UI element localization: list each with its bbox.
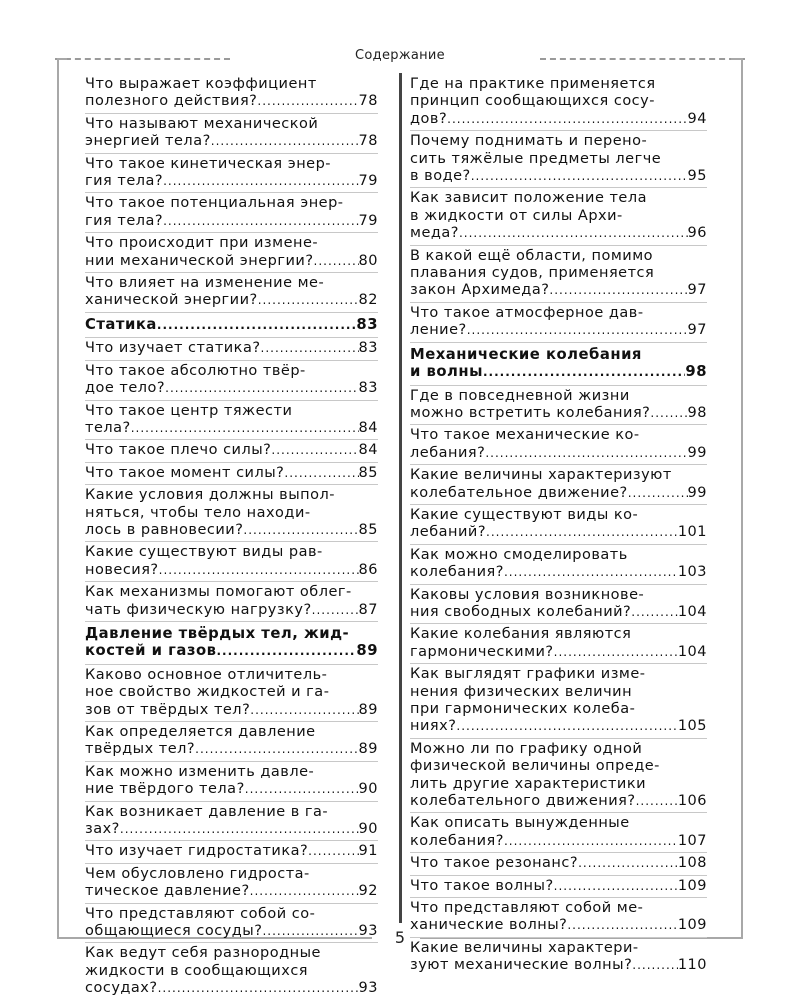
toc-entry-text: Какие существуют виды ко- bbox=[410, 506, 639, 523]
toc-entry[interactable] bbox=[410, 585, 707, 625]
dot-leader bbox=[284, 465, 358, 482]
toc-entry-text: В какой ещё области, помимо bbox=[410, 247, 654, 264]
dot-leader bbox=[258, 292, 359, 309]
column-divider bbox=[399, 73, 402, 923]
frame-corner-top-left bbox=[57, 58, 67, 60]
page-header bbox=[55, 48, 745, 68]
toc-entry-text: ние твёрдого тела? bbox=[85, 781, 245, 798]
toc-entry-text: ное свойство жидкостей и га- bbox=[85, 684, 330, 701]
toc-entry[interactable] bbox=[85, 233, 378, 273]
toc-column-left bbox=[85, 74, 378, 1000]
dot-leader bbox=[483, 364, 685, 381]
toc-page-number: 83 bbox=[356, 315, 378, 333]
toc-entry[interactable] bbox=[410, 246, 707, 303]
toc-page-number: 104 bbox=[677, 603, 707, 620]
toc-entry-text: лебания? bbox=[410, 444, 486, 461]
toc-page-number: 78 bbox=[358, 133, 378, 150]
toc-entry-text: Что такое плечо силы? bbox=[85, 442, 272, 459]
toc-page-number: 78 bbox=[358, 93, 378, 110]
toc-entry[interactable] bbox=[85, 762, 378, 802]
toc-page-number: 79 bbox=[358, 173, 378, 190]
toc-entry-text: Как можно смоделировать bbox=[410, 546, 628, 563]
toc-entry-text: Что такое механические ко- bbox=[410, 427, 640, 444]
dot-leader bbox=[261, 340, 359, 357]
dot-leader bbox=[632, 957, 678, 974]
toc-entry-text: закон Архимеда? bbox=[410, 282, 550, 299]
dot-leader bbox=[250, 883, 359, 900]
dot-leader bbox=[636, 793, 678, 810]
toc-entry-text: плавания судов, применяется bbox=[410, 265, 655, 282]
dot-leader bbox=[504, 833, 678, 850]
toc-page-number: 83 bbox=[358, 380, 378, 397]
toc-page-number: 93 bbox=[358, 923, 378, 940]
page-title: Содержание bbox=[355, 48, 445, 63]
toc-entry-text: тическое давление? bbox=[85, 883, 250, 900]
dot-leader bbox=[163, 173, 358, 190]
dot-leader bbox=[447, 111, 687, 128]
toc-entry[interactable] bbox=[85, 542, 378, 582]
toc-entry-text: гармоническими? bbox=[410, 643, 554, 660]
toc-page-number: 84 bbox=[358, 442, 378, 459]
dot-leader bbox=[158, 980, 359, 997]
toc-entry[interactable] bbox=[410, 465, 707, 505]
toc-entry-text: общающиеся сосуды? bbox=[85, 923, 263, 940]
toc-page-number: 85 bbox=[358, 521, 378, 538]
toc-entry[interactable] bbox=[410, 505, 707, 545]
toc-entry-text: костей и газов bbox=[85, 642, 217, 660]
toc-page-number: 82 bbox=[358, 292, 378, 309]
toc-entry-text: Можно ли по графику одной bbox=[410, 740, 643, 757]
toc-entry-text: Какие величины характери- bbox=[410, 939, 639, 956]
toc-entry-text: Как можно изменить давле- bbox=[85, 763, 315, 780]
toc-entry-text: ниях? bbox=[410, 718, 457, 735]
toc-entry-text: дое тело? bbox=[85, 380, 166, 397]
toc-entry-text: энергией тела? bbox=[85, 133, 211, 150]
toc-entry[interactable] bbox=[85, 665, 378, 722]
dot-leader bbox=[250, 702, 358, 719]
dot-leader bbox=[165, 380, 358, 397]
toc-entry-text: Какие величины характеризуют bbox=[410, 467, 672, 484]
toc-entry-text: Что называют механической bbox=[85, 115, 319, 132]
toc-entry-text: чать физическую нагрузку? bbox=[85, 601, 312, 618]
toc-entry[interactable] bbox=[410, 303, 707, 343]
toc-entry-text: Чем обусловлено гидроста- bbox=[85, 865, 310, 882]
toc-entry-text: Как описать вынужденные bbox=[410, 815, 630, 832]
toc-entry-text: гия тела? bbox=[85, 173, 164, 190]
toc-entry[interactable] bbox=[85, 943, 378, 999]
toc-page-number: 97 bbox=[687, 322, 707, 339]
toc-entry-text: Почему поднимать и перено- bbox=[410, 133, 648, 150]
toc-entry[interactable] bbox=[85, 582, 378, 622]
dot-leader bbox=[195, 741, 358, 758]
toc-column-right bbox=[410, 74, 707, 977]
toc-page-number: 110 bbox=[677, 957, 707, 974]
toc-entry-text: Что такое потенциальная энер- bbox=[85, 195, 344, 212]
toc-entry[interactable] bbox=[410, 74, 707, 131]
toc-section-heading[interactable] bbox=[85, 622, 378, 665]
toc-entry-text: можно встретить колебания? bbox=[410, 404, 651, 421]
toc-page-number: 104 bbox=[677, 643, 707, 660]
toc-entry[interactable] bbox=[410, 853, 707, 875]
dot-leader bbox=[650, 405, 687, 422]
toc-entry[interactable] bbox=[85, 401, 378, 441]
toc-entry[interactable] bbox=[85, 193, 378, 233]
toc-entry-text: Где в повседневной жизни bbox=[410, 387, 630, 404]
toc-page-number: 95 bbox=[687, 168, 707, 185]
toc-page-number: 89 bbox=[356, 642, 378, 660]
toc-page-number: 85 bbox=[358, 464, 378, 481]
dot-leader bbox=[131, 420, 359, 437]
dot-leader bbox=[486, 524, 678, 541]
frame-left bbox=[57, 58, 79, 938]
toc-entry-text: Где на практике применяется bbox=[410, 76, 656, 92]
toc-page-number: 93 bbox=[358, 980, 378, 997]
toc-entry-text: Что изучает статика? bbox=[85, 340, 261, 357]
dot-leader bbox=[578, 855, 678, 872]
toc-entry-text: лить другие характеристики bbox=[410, 775, 647, 792]
toc-entry-text: тела? bbox=[85, 419, 131, 436]
toc-entry-text: Каково основное отличитель- bbox=[85, 666, 328, 683]
toc-entry-text: Что такое центр тяжести bbox=[85, 402, 293, 419]
toc-entry[interactable] bbox=[410, 664, 707, 739]
toc-page-number: 96 bbox=[687, 225, 707, 242]
dot-leader bbox=[312, 602, 359, 619]
toc-page-number: 98 bbox=[687, 404, 707, 421]
dot-leader bbox=[628, 485, 688, 502]
dot-leader bbox=[467, 322, 688, 339]
frame-corner-top-right bbox=[731, 58, 743, 60]
toc-section-heading[interactable] bbox=[410, 343, 707, 386]
toc-entry-text: Механические колебания bbox=[410, 345, 642, 363]
dot-leader bbox=[308, 843, 358, 860]
toc-entry-text: Какие условия должны выпол- bbox=[85, 487, 335, 504]
toc-page-number: 99 bbox=[687, 444, 707, 461]
toc-entry[interactable] bbox=[85, 154, 378, 194]
toc-entry-text: ханической энергии? bbox=[85, 292, 258, 309]
toc-entry-text: Статика bbox=[85, 315, 157, 333]
toc-entry-text: меда? bbox=[410, 225, 459, 242]
dot-leader bbox=[314, 253, 359, 270]
toc-entry-text: Что такое абсолютно твёр- bbox=[85, 362, 306, 379]
toc-entry-text: нения физических величин bbox=[410, 683, 633, 700]
toc-entry-text: Как возникает давление в га- bbox=[85, 803, 329, 820]
dot-leader bbox=[504, 564, 678, 581]
toc-entry-text: Давление твёрдых тел, жид- bbox=[85, 624, 350, 642]
toc-page-number: 94 bbox=[687, 110, 707, 127]
toc-entry[interactable] bbox=[410, 386, 707, 426]
toc-entry-text: лось в равновесии? bbox=[85, 521, 244, 538]
toc-section-heading[interactable] bbox=[85, 313, 378, 338]
toc-page-number: 109 bbox=[677, 877, 707, 894]
dot-leader bbox=[257, 93, 358, 110]
dot-leader bbox=[459, 225, 688, 242]
toc-page-number: 89 bbox=[358, 741, 378, 758]
toc-entry-text: Как выглядят графики изме- bbox=[410, 666, 646, 683]
toc-entry-text: зов от твёрдых тел? bbox=[85, 701, 251, 718]
dot-leader bbox=[245, 781, 359, 798]
toc-entry-text: Как определяется давление bbox=[85, 724, 316, 740]
toc-page-number: 106 bbox=[677, 793, 707, 810]
frame-right bbox=[721, 58, 743, 938]
toc-entry-text: Как механизмы помогают облег- bbox=[85, 584, 352, 601]
dot-leader bbox=[554, 644, 678, 661]
toc-page-number: 90 bbox=[358, 781, 378, 798]
toc-entry[interactable] bbox=[85, 440, 378, 462]
dot-leader bbox=[485, 445, 687, 462]
toc-page-number: 86 bbox=[358, 561, 378, 578]
dot-leader bbox=[163, 213, 358, 230]
dot-leader bbox=[243, 522, 358, 539]
toc-entry-text: колебания? bbox=[410, 564, 504, 581]
toc-entry-text: Что представляют собой ме- bbox=[410, 900, 644, 917]
dot-leader bbox=[120, 821, 359, 838]
toc-entry[interactable] bbox=[85, 74, 378, 114]
toc-page-number: 89 bbox=[358, 701, 378, 718]
toc-entry-text: Какие колебания являются bbox=[410, 626, 632, 643]
toc-entry-text: Что такое волны? bbox=[410, 877, 554, 894]
toc-entry[interactable] bbox=[410, 425, 707, 465]
toc-page-number: 103 bbox=[677, 564, 707, 581]
dot-leader bbox=[471, 168, 688, 185]
toc-entry-text: Что влияет на изменение ме- bbox=[85, 275, 325, 292]
toc-entry-text: зах? bbox=[85, 821, 120, 838]
toc-entry-text: сосудах? bbox=[85, 980, 158, 997]
toc-page-number: 108 bbox=[677, 855, 707, 872]
toc-entry-text: Что такое кинетическая энер- bbox=[85, 155, 332, 172]
toc-entry[interactable] bbox=[85, 722, 378, 762]
toc-page-number: 101 bbox=[677, 524, 707, 541]
toc-entry-text: колебательного движения? bbox=[410, 793, 636, 810]
toc-page-number: 107 bbox=[677, 832, 707, 849]
toc-entry[interactable] bbox=[410, 813, 707, 853]
toc-page-number: 79 bbox=[358, 212, 378, 229]
toc-entry[interactable] bbox=[85, 485, 378, 542]
toc-page-number: 92 bbox=[358, 883, 378, 900]
toc-entry[interactable] bbox=[85, 864, 378, 904]
toc-entry-text: ния свободных колебаний? bbox=[410, 603, 632, 620]
toc-entry-text: Что такое резонанс? bbox=[410, 855, 579, 872]
header-rule-right bbox=[540, 58, 745, 60]
toc-page-number: 91 bbox=[358, 843, 378, 860]
toc-page-number: 98 bbox=[685, 363, 707, 381]
toc-entry-text: при гармонических колеба- bbox=[410, 701, 636, 717]
dot-leader bbox=[554, 878, 678, 895]
dot-leader bbox=[211, 133, 359, 150]
toc-entry-text: Как ведут себя разнородные bbox=[85, 945, 321, 962]
toc-entry-text: в воде? bbox=[410, 168, 471, 185]
toc-entry-text: Что такое момент силы? bbox=[85, 464, 285, 481]
toc-page-number: 83 bbox=[358, 340, 378, 357]
toc-entry-text: Что представляют собой со- bbox=[85, 905, 316, 922]
toc-entry-text: принцип сообщающихся сосу- bbox=[410, 93, 655, 110]
toc-entry-text: гия тела? bbox=[85, 212, 164, 229]
toc-entry-text: в жидкости от силы Архи- bbox=[410, 207, 623, 224]
toc-entry-text: новесия? bbox=[85, 561, 159, 578]
toc-entry-text: колебания? bbox=[410, 832, 504, 849]
toc-entry-text: Что такое атмосферное дав- bbox=[410, 304, 644, 321]
toc-entry[interactable] bbox=[410, 131, 707, 188]
toc-entry[interactable] bbox=[85, 463, 378, 485]
dot-leader bbox=[456, 718, 677, 735]
toc-entry[interactable] bbox=[85, 841, 378, 863]
toc-entry-text: сить тяжёлые предметы легче bbox=[410, 150, 662, 167]
toc-entry[interactable] bbox=[410, 545, 707, 585]
dot-leader bbox=[549, 282, 687, 299]
dot-leader bbox=[159, 562, 359, 579]
toc-entry[interactable] bbox=[85, 802, 378, 842]
toc-entry-text: полезного действия? bbox=[85, 93, 258, 110]
toc-entry-text: ление? bbox=[410, 322, 467, 339]
dot-leader bbox=[631, 604, 678, 621]
toc-entry-text: Какие существуют виды рав- bbox=[85, 544, 323, 561]
dot-leader bbox=[271, 442, 358, 459]
dot-leader bbox=[216, 643, 356, 660]
toc-entry-text: Как зависит положение тела bbox=[410, 190, 647, 207]
toc-entry-text: жидкости в сообщающихся bbox=[85, 962, 309, 979]
toc-entry-text: твёрдых тел? bbox=[85, 741, 196, 758]
toc-entry[interactable] bbox=[85, 114, 378, 154]
toc-entry[interactable] bbox=[410, 188, 707, 245]
toc-page-number: 87 bbox=[358, 601, 378, 618]
toc-page-number: 90 bbox=[358, 821, 378, 838]
toc-entry-text: ханические волны? bbox=[410, 917, 568, 934]
toc-entry-text: Что выражает коэффициент bbox=[85, 76, 317, 92]
toc-page-number: 109 bbox=[677, 917, 707, 934]
toc-entry[interactable] bbox=[85, 361, 378, 401]
toc-entry-text: Что происходит при измене- bbox=[85, 235, 319, 252]
toc-entry-text: Каковы условия возникнове- bbox=[410, 586, 645, 603]
toc-page-number: 84 bbox=[358, 419, 378, 436]
toc-entry-text: колебательное движение? bbox=[410, 484, 628, 501]
toc-entry-text: нии механической энергии? bbox=[85, 252, 314, 269]
toc-entry[interactable] bbox=[410, 739, 707, 814]
toc-page-number: 99 bbox=[687, 484, 707, 501]
toc-entry[interactable] bbox=[85, 338, 378, 360]
toc-entry-text: дов? bbox=[410, 110, 448, 127]
toc-entry-text: зуют механические волны? bbox=[410, 957, 633, 974]
toc-entry[interactable] bbox=[85, 273, 378, 313]
dot-leader bbox=[157, 317, 357, 334]
toc-entry-text: физической величины опреде- bbox=[410, 758, 660, 775]
toc-entry[interactable] bbox=[410, 876, 707, 898]
toc-page-number: 80 bbox=[358, 252, 378, 269]
toc-entry-text: и волны bbox=[410, 363, 483, 381]
toc-entry[interactable] bbox=[410, 624, 707, 664]
toc-page-number: 97 bbox=[687, 282, 707, 299]
toc-entry-text: лебаний? bbox=[410, 524, 487, 541]
page-number: 5 bbox=[394, 928, 406, 947]
toc-entry-text: Что изучает гидростатика? bbox=[85, 843, 309, 860]
toc-entry-text: няться, чтобы тело находи- bbox=[85, 504, 311, 521]
toc-page-number: 105 bbox=[677, 718, 707, 735]
